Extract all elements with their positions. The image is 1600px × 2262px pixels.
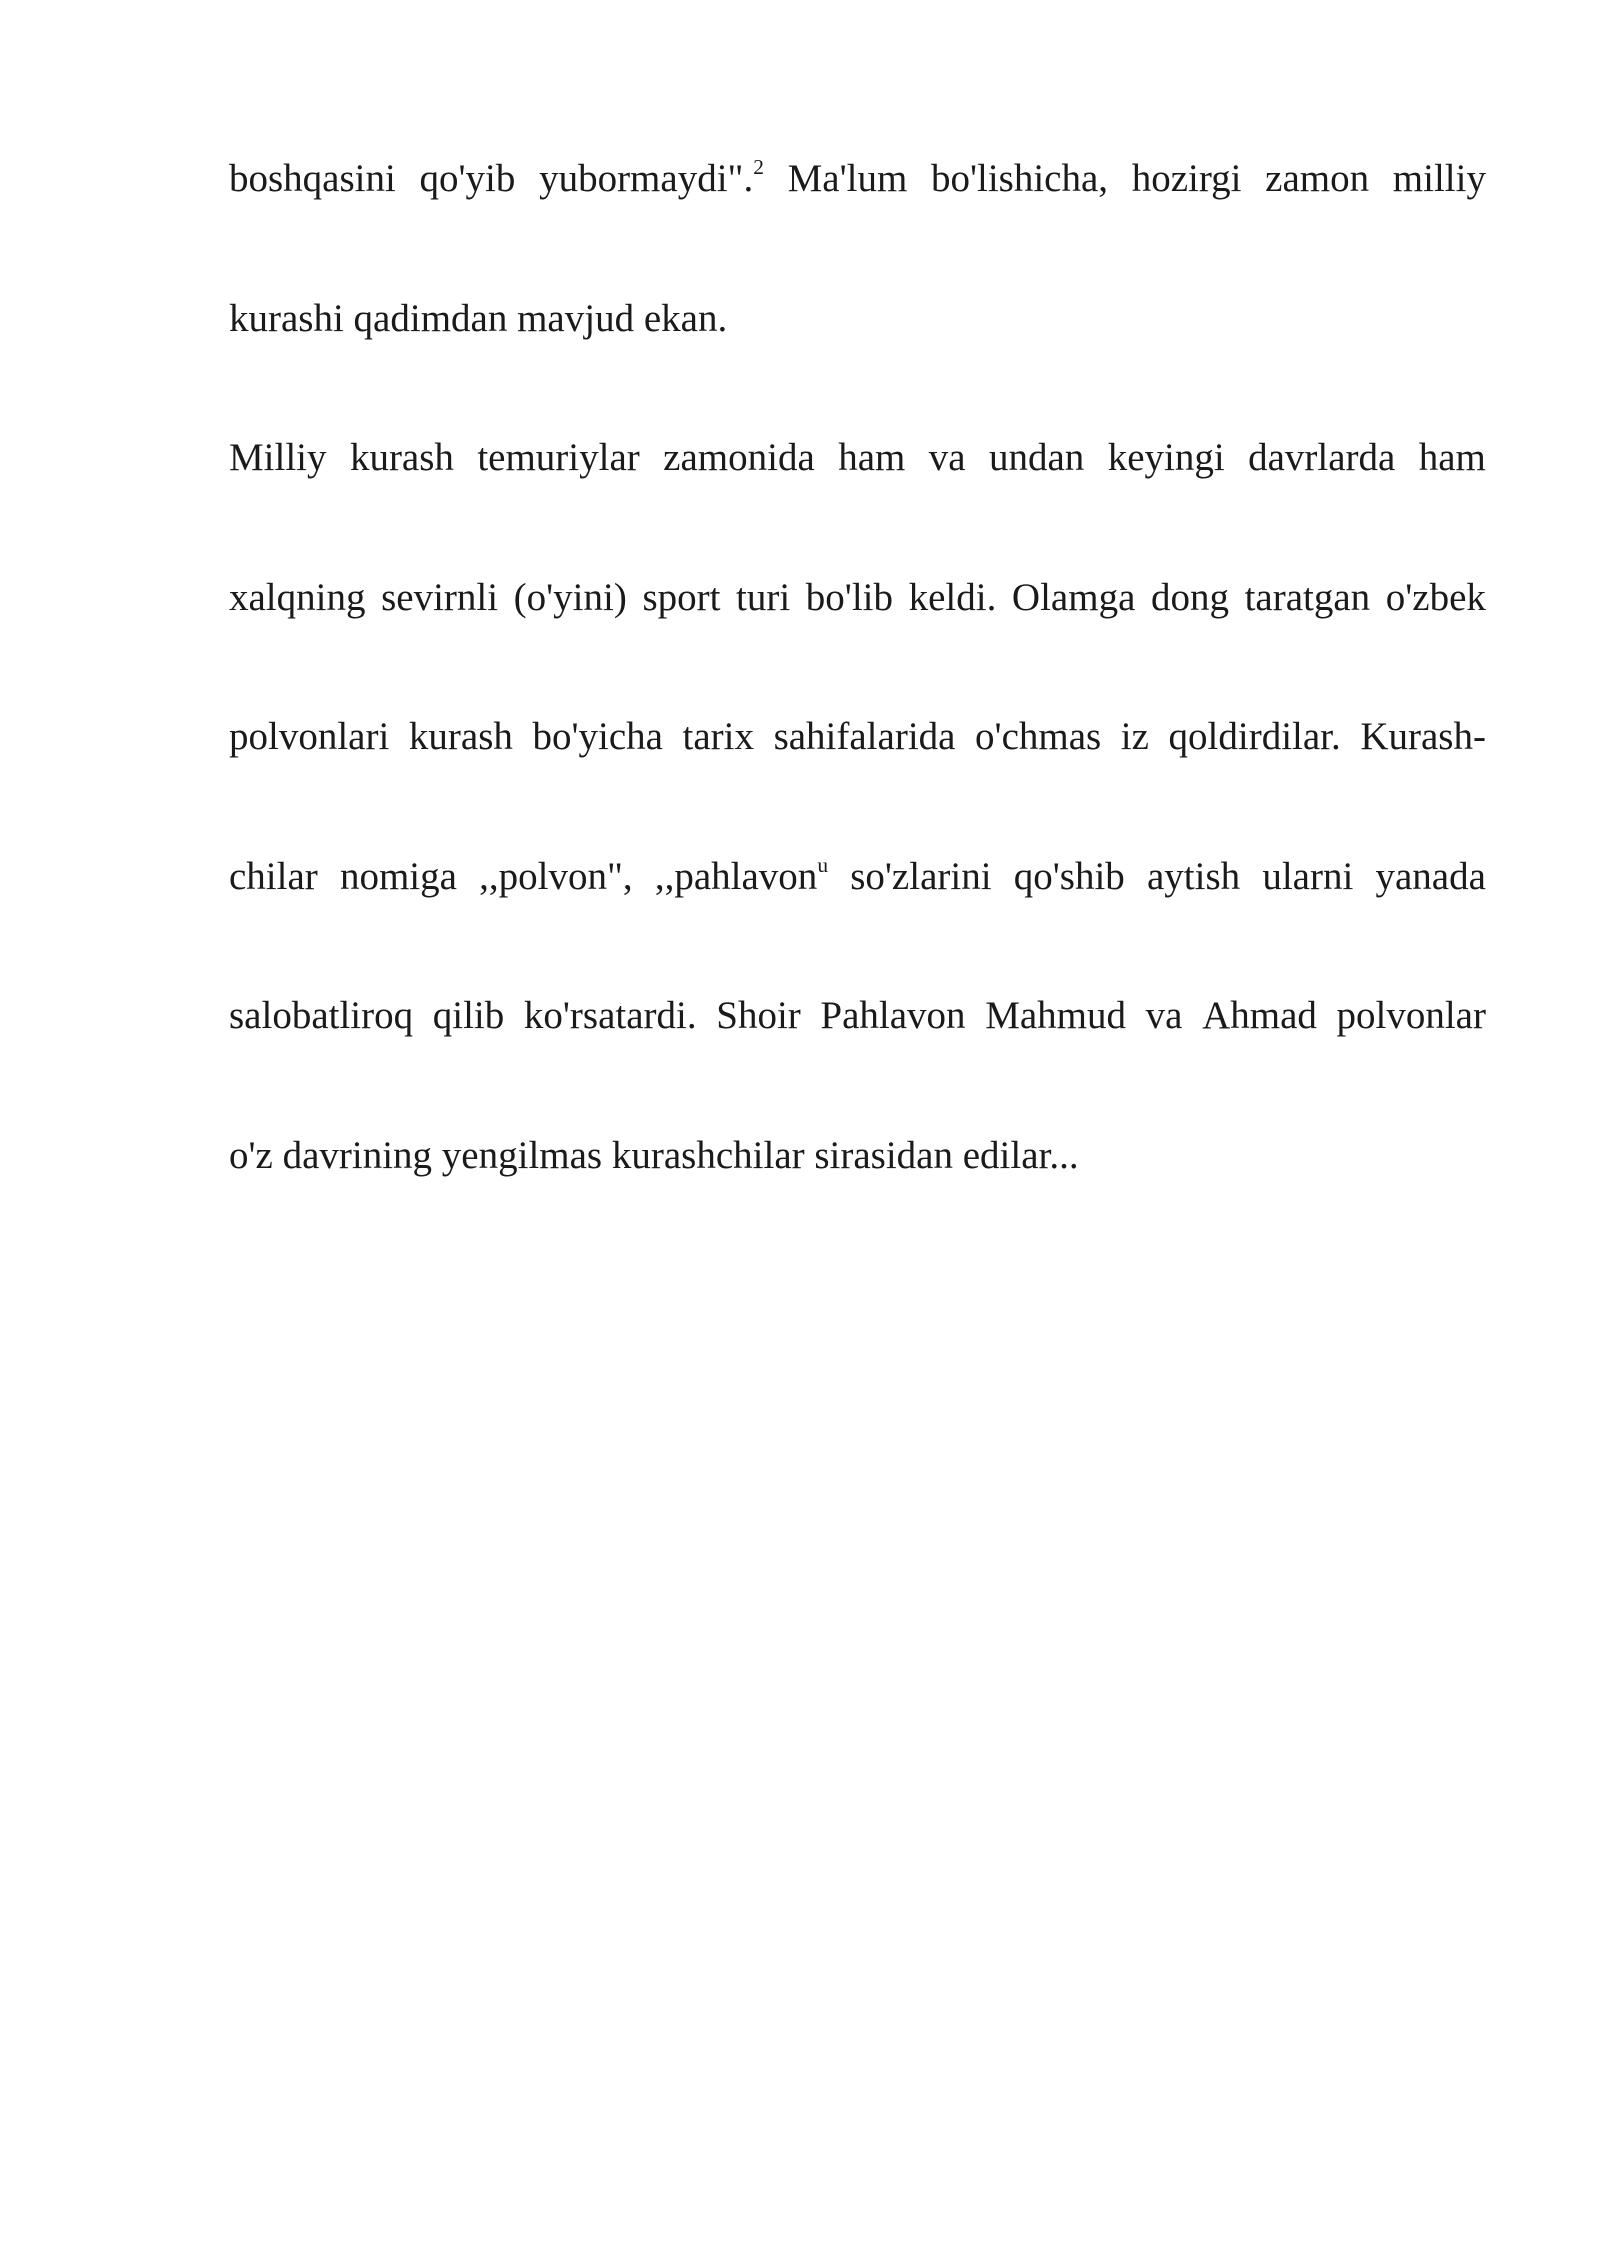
word: (o'yini) (513, 575, 627, 619)
word: tarix (682, 715, 754, 758)
word: Ahmad (1202, 994, 1317, 1037)
text-line (229, 139, 1486, 279)
text-line (229, 837, 1486, 977)
word: Kurash- (1360, 715, 1486, 758)
word: ularni (1262, 854, 1354, 898)
word: Pahlavon (820, 994, 966, 1037)
word: iz (1120, 715, 1149, 758)
word: o'zbek (1385, 575, 1486, 619)
word: nomiga (339, 854, 457, 898)
word: bo'lishicha, (930, 157, 1109, 200)
word: milliy (1392, 157, 1486, 200)
word: boshqasini (229, 157, 396, 200)
text-line (229, 976, 1486, 1116)
word: polvonlar (1336, 994, 1486, 1037)
word: kurash (349, 436, 454, 479)
word: chilar (229, 854, 318, 898)
word: bo'yicha (532, 715, 663, 758)
word: qo'yib (419, 157, 516, 200)
word: undan (988, 436, 1085, 479)
word: temuriylar (477, 436, 640, 479)
word: davrlarda (1248, 436, 1396, 479)
body-text (229, 139, 1486, 1255)
word: dong (1150, 575, 1229, 619)
word: Olamga (1011, 575, 1136, 619)
word: keldi. (908, 575, 997, 619)
word: yubormaydi".$^2$ (539, 154, 764, 200)
word: keyingi (1107, 436, 1225, 479)
word: ko'rsatardi. (523, 994, 697, 1037)
word: bo'lib (805, 575, 893, 619)
text-line: kurashi qadimdan mavjud ekan. (229, 296, 728, 340)
word: ham (1418, 436, 1486, 479)
text-line (229, 697, 1486, 837)
word: qoldirdilar. (1168, 715, 1341, 758)
word: taratgan (1244, 575, 1371, 619)
word: so'zlarini (850, 854, 992, 898)
word: polvonlari (229, 715, 390, 758)
word: yanada (1375, 854, 1486, 898)
word: qo'shib (1013, 854, 1125, 898)
word: sahifalarida (773, 715, 956, 758)
word: zamon (1265, 157, 1370, 200)
word: Ma'lum (787, 157, 908, 200)
word: kurash (408, 715, 513, 758)
text-line: o'z davrining yengilmas kurashchilar sirasidan edilar... (229, 1133, 1079, 1177)
word: zamonida (663, 436, 815, 479)
word: ham (838, 436, 906, 479)
word: o'chmas (975, 715, 1102, 758)
text-line (229, 558, 1486, 698)
word: va (928, 436, 966, 479)
word: qilib (432, 994, 505, 1037)
footnote-marker: u (817, 852, 829, 877)
footnote-marker: 2 (753, 154, 764, 179)
word: xalqning (229, 575, 366, 619)
word: hozirgi (1131, 157, 1242, 200)
text-line (229, 418, 1486, 558)
word: Milliy (229, 436, 327, 479)
word: salobatliroq (229, 994, 414, 1037)
word: Shoir (716, 994, 801, 1037)
word: aytish (1146, 854, 1241, 898)
word: ,,polvon", (479, 854, 633, 898)
word: ,,pahlavon$^u$ (654, 852, 829, 898)
word: turi (736, 575, 791, 619)
word: Mahmud (985, 994, 1127, 1037)
word: sport (642, 575, 721, 619)
word: va (1145, 994, 1183, 1037)
word: sevirnli (381, 575, 499, 619)
